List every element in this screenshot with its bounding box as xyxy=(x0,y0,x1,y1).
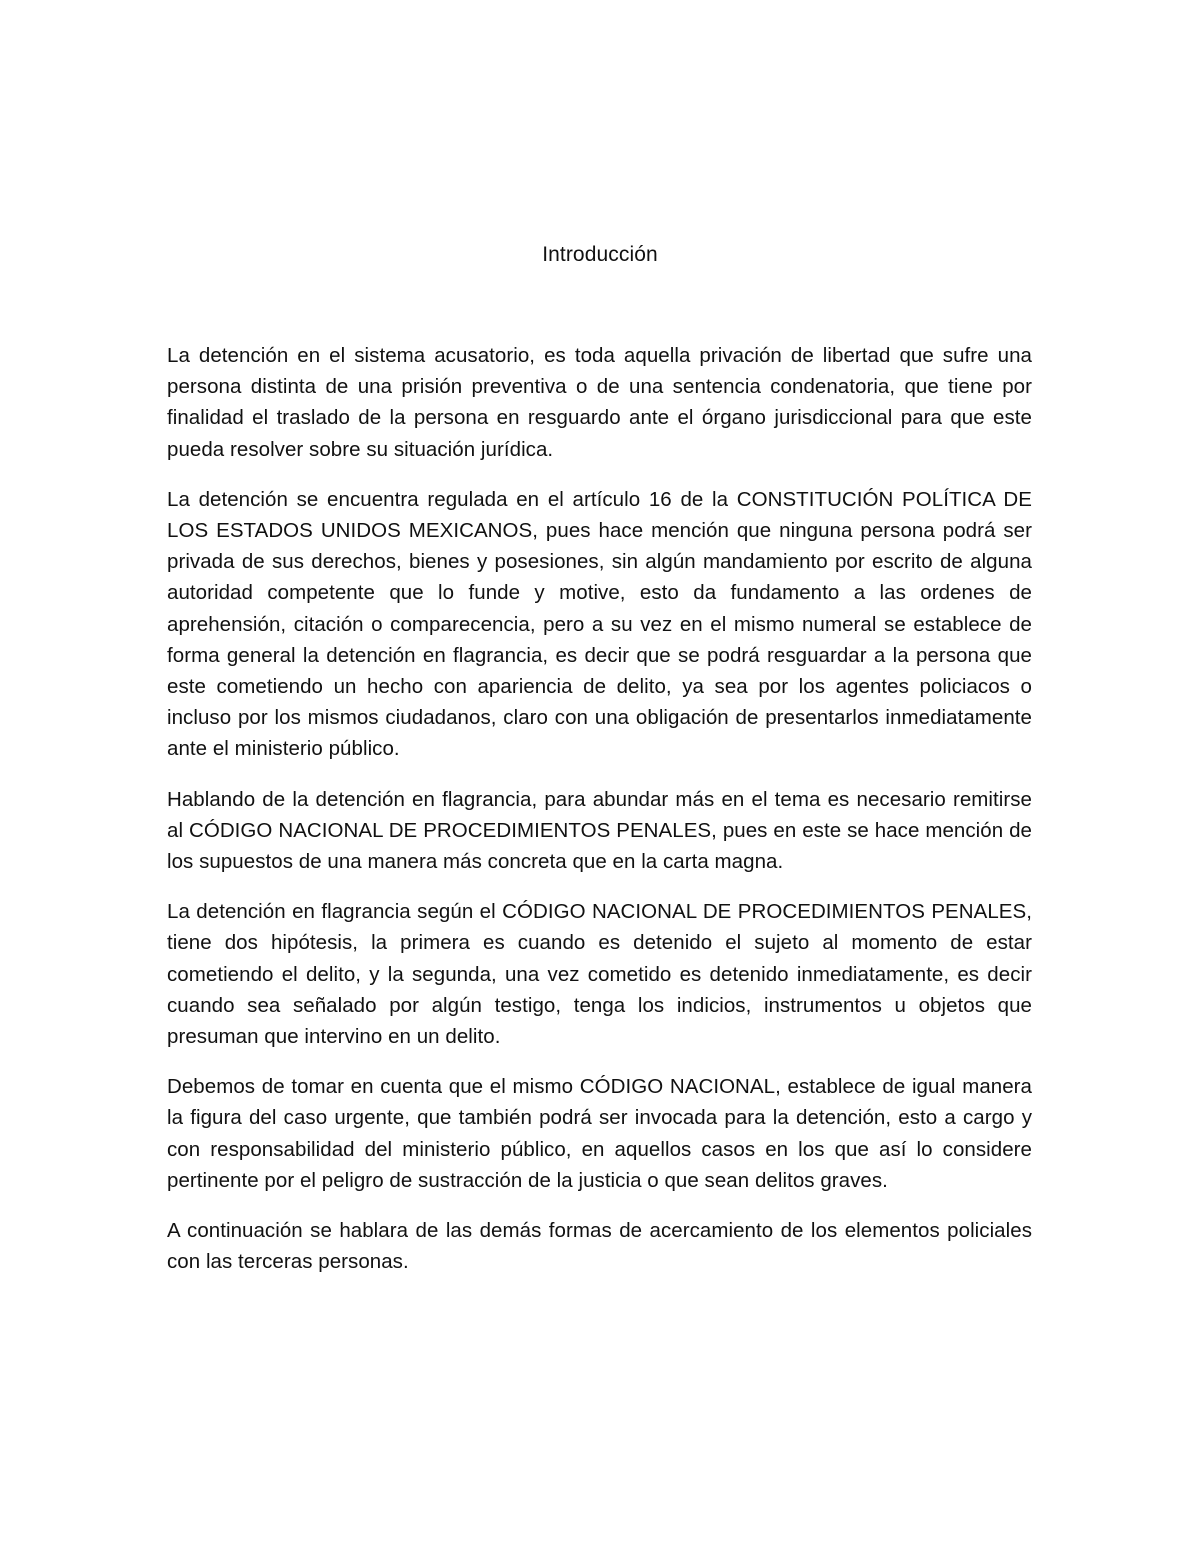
paragraph-2: La detención se encuentra regulada en el artículo 16 de la CONSTITUCIÓN POLÍTICA DE LOS ESTADOS UNIDOS MEXICANOS, pues hace mención que ninguna persona podrá ser privada de sus derechos, bienes y posesiones, sin algún mandamiento por escrito de alguna autoridad competente que lo funde y motive, esto da fundamento a las ordenes de aprehensión, citación o comparecencia, pero a su vez en el mismo numeral se establece de forma general la detención en flagrancia, es decir que se podrá resguardar a la persona que este cometiendo un hecho con apariencia de delito, ya sea por los agentes policiacos o incluso por los mismos ciudadanos, claro con una obligación de presentarlos inmediatamente ante el ministerio público. xyxy=(167,487,1032,761)
paragraph-1: La detención en el sistema acusatorio, es toda aquella privación de libertad que sufre una persona distinta de una prisión preventiva o de una sentencia condenatoria, que tiene por finalidad el traslado de la persona en resguardo ante el órgano jurisdiccional para que este pueda resolver sobre su situación jurídica. xyxy=(167,344,1032,461)
document-body xyxy=(167,340,1032,1296)
paragraph-3: Hablando de la detención en flagrancia, para abundar más en el tema es necesario remitirse al CÓDIGO NACIONAL DE PROCEDIMIENTOS PENALES, pues en este se hace mención de los supuestos de una manera más concreta que en la carta magna. xyxy=(167,787,1032,874)
page-title: Introducción xyxy=(542,243,658,266)
paragraph-4: La detención en flagrancia según el CÓDIGO NACIONAL DE PROCEDIMIENTOS PENALES, tiene dos hipótesis, la primera es cuando es detenido el sujeto al momento de estar cometiendo el delito, y la segunda, una vez cometido es detenido inmediatamente, es decir cuando sea señalado por algún testigo, tenga los indicios, instrumentos u objetos que presuman que intervino en un delito. xyxy=(167,900,1032,1049)
paragraph-6: A continuación se hablara de las demás formas de acercamiento de los elementos policiales con las terceras personas. xyxy=(167,1219,1032,1274)
paragraph-5: Debemos de tomar en cuenta que el mismo CÓDIGO NACIONAL, establece de igual manera la figura del caso urgente, que también podrá ser invocada para la detención, esto a cargo y con responsabilidad del ministerio público, en aquellos casos en los que así lo considere pertinente por el peligro de sustracción de la justicia o que sean delitos graves. xyxy=(167,1075,1032,1192)
